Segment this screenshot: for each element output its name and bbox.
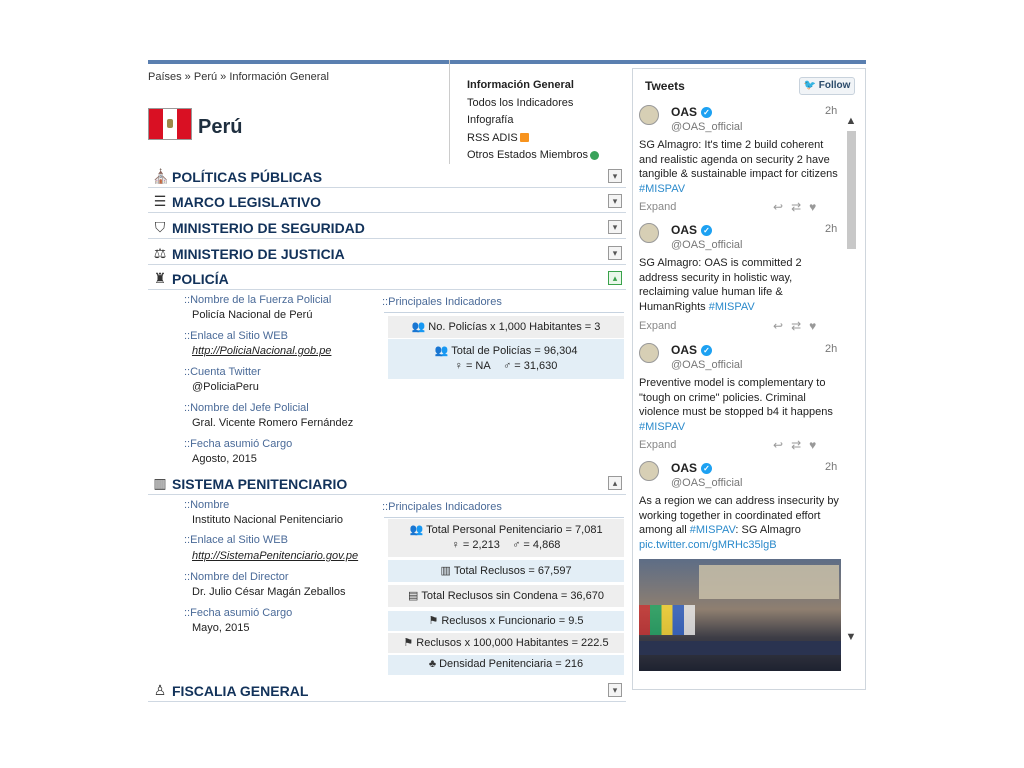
expand-toggle-icon[interactable]: ▾ — [608, 246, 622, 260]
prison-icon: ▥ — [153, 475, 167, 491]
indicator-gender-row — [388, 360, 624, 372]
tweet-time[interactable]: 2h — [825, 343, 838, 355]
field-label: ::Fecha asumió Cargo — [184, 438, 293, 450]
indicator-densidad — [388, 655, 624, 675]
section-min-seguridad[interactable] — [148, 216, 626, 239]
tweet-actions — [773, 319, 824, 333]
website-link[interactable]: http://SistemaPenitenciario.gov.pe — [192, 550, 359, 562]
tweet-handle[interactable]: @OAS_official — [671, 239, 743, 251]
section-title: MINISTERIO DE SEGURIDAD — [172, 220, 365, 236]
staff-icon: 👥 — [409, 524, 424, 536]
tweet[interactable] — [639, 461, 843, 557]
field-value: Mayo, 2015 — [192, 622, 250, 634]
tweet-handle[interactable]: @OAS_official — [671, 121, 743, 133]
tweet-time[interactable]: 2h — [825, 223, 838, 235]
indicator-text: Reclusos x Funcionario = 9.5 — [441, 615, 584, 627]
field-label: ::Cuenta Twitter — [184, 366, 261, 378]
books-icon: ☰ — [153, 193, 167, 209]
tweet[interactable] — [639, 223, 843, 339]
section-title: MINISTERIO DE JUSTICIA — [172, 246, 345, 262]
field-value: Gral. Vicente Romero Fernández — [192, 417, 354, 429]
expand-link[interactable]: Expand — [639, 320, 677, 332]
follow-label: Follow — [818, 80, 851, 91]
indicator-text: Total Personal Penitenciario = 7,081 — [426, 524, 603, 536]
tweet-actions — [773, 200, 824, 214]
indicator-row — [388, 523, 624, 536]
tweet[interactable] — [639, 105, 843, 221]
scales-icon: ⚖ — [153, 245, 167, 261]
field-value: Dr. Julio César Magán Zeballos — [192, 586, 346, 598]
female-value: = NA — [465, 360, 491, 372]
twitter-bird-icon: 🐦 — [803, 80, 819, 91]
field-value: Policía Nacional de Perú — [192, 309, 313, 321]
tweet-author — [671, 223, 712, 237]
indicator-text: Reclusos x 100,000 Habitantes = 222.5 — [416, 637, 609, 649]
prisoner-icon: ▤ — [408, 590, 419, 602]
menu-item-todos-indicadores[interactable]: Todos los Indicadores — [467, 96, 574, 109]
field-label: ::Nombre — [184, 499, 230, 511]
people-icon: ♙ — [153, 682, 167, 698]
tweet-body: SG Almagro: It's time 2 build coherent and realistic agenda on security 2 have tangible & sustainable impact for citizens — [639, 139, 838, 180]
website-link[interactable]: http://PoliciaNacional.gob.pe — [192, 345, 332, 357]
crowd-icon: ♣ — [428, 658, 437, 670]
rss-icon — [520, 133, 529, 142]
female-icon: ♀ — [454, 360, 466, 372]
indicator-reclusos — [388, 560, 624, 582]
indicator-text: Total de Policías = 96,304 — [451, 345, 578, 357]
field-label: ::Enlace al Sitio WEB — [184, 534, 288, 546]
indicator-personal — [388, 519, 624, 557]
field-value: Instituto Nacional Penitenciario — [192, 514, 344, 526]
scroll-up-icon[interactable]: ▲ — [845, 115, 857, 127]
tweet-time[interactable]: 2h — [825, 461, 838, 473]
politicas-icon: ⛪ — [152, 168, 170, 184]
guard-icon: ⚑ — [403, 637, 414, 649]
tweet-body-end: : SG Almagro — [735, 524, 801, 536]
section-title: POLICÍA — [172, 271, 229, 287]
like-icon[interactable]: ♥ — [809, 438, 825, 452]
guard-icon: ⚑ — [428, 615, 439, 627]
expand-toggle-icon[interactable]: ▾ — [608, 220, 622, 234]
menu-item-rss[interactable] — [467, 130, 597, 148]
verified-icon: ✓ — [701, 225, 712, 236]
hashtag-link[interactable]: #MISPAV — [639, 420, 686, 433]
like-icon[interactable]: ♥ — [809, 319, 825, 333]
follow-button[interactable] — [799, 77, 855, 95]
people-icon: 👥 — [411, 321, 426, 333]
tweet-handle[interactable]: @OAS_official — [671, 477, 743, 489]
field-label: ::Fecha asumió Cargo — [184, 607, 293, 619]
hashtag-link[interactable]: #MISPAV — [639, 182, 686, 195]
retweet-icon[interactable]: ⇄ — [791, 200, 810, 214]
oas-avatar — [639, 105, 659, 125]
tweet-author — [671, 461, 712, 475]
side-menu — [449, 60, 597, 164]
verified-icon: ✓ — [701, 345, 712, 356]
tweet-photo[interactable] — [639, 559, 841, 671]
indicator-row — [388, 564, 624, 577]
country-name: Perú — [198, 116, 243, 138]
expand-toggle-icon[interactable]: ▾ — [608, 169, 622, 183]
verified-icon: ✓ — [701, 463, 712, 474]
indicators-title: ::Principales Indicadores — [382, 296, 502, 308]
oas-avatar — [639, 223, 659, 243]
female-icon: ♀ — [451, 539, 463, 551]
field-value: @PoliciaPeru — [192, 381, 259, 393]
indicator-text: Total Reclusos sin Condena = 36,670 — [421, 590, 604, 602]
tweet-author — [671, 343, 712, 357]
photo-table — [639, 641, 841, 655]
tweet-text — [639, 138, 839, 196]
tweet-author-name: OAS — [671, 223, 698, 237]
section-policia[interactable] — [148, 267, 626, 290]
tweet-time[interactable]: 2h — [825, 105, 838, 117]
male-value: = 31,630 — [514, 360, 558, 372]
indicator-100000 — [388, 633, 624, 653]
divider — [384, 517, 624, 518]
collapse-toggle-icon[interactable]: ▴ — [608, 476, 622, 490]
field-label: ::Nombre del Director — [184, 571, 289, 583]
tweets-title: Tweets — [645, 79, 685, 93]
menu-item-rss-label: RSS ADIS — [467, 131, 518, 144]
collapse-toggle-icon[interactable]: ▴ — [608, 271, 622, 285]
page — [148, 60, 866, 710]
tweet-text — [639, 256, 839, 314]
expand-link[interactable]: Expand — [639, 439, 677, 451]
section-title: FISCALIA GENERAL — [172, 683, 309, 699]
oas-avatar — [639, 343, 659, 363]
field-label: ::Nombre del Jefe Policial — [184, 402, 309, 414]
section-politicas[interactable] — [148, 165, 626, 188]
indicator-text: Total Reclusos = 67,597 — [453, 565, 572, 577]
menu-item-otros-label: Otros Estados Miembros — [467, 149, 589, 161]
tweet-body: SG Almagro: OAS is committed 2 address security in holistic way, reclaiming value human life & HumanRights — [639, 257, 802, 313]
retweet-icon[interactable]: ⇄ — [791, 438, 810, 452]
hashtag-link[interactable]: #MISPAV — [689, 524, 736, 536]
indicator-row — [388, 344, 624, 357]
indicator-police-per-1000 — [388, 316, 624, 338]
people-icon: 👥 — [434, 345, 449, 357]
indicator-row — [388, 614, 624, 627]
field-label: ::Nombre de la Fuerza Policial — [184, 294, 332, 306]
breadcrumb[interactable]: Países » Perú » Información General — [148, 71, 329, 83]
tweet-actions — [773, 438, 824, 452]
tweet-author-name: OAS — [671, 343, 698, 357]
tweet-author — [671, 105, 712, 119]
section-title: MARCO LEGISLATIVO — [172, 194, 322, 210]
section-sistema-penitenciario[interactable] — [148, 472, 626, 495]
expand-link[interactable]: Expand — [639, 201, 677, 213]
tweet-author-name: OAS — [671, 105, 698, 119]
indicator-text: Densidad Penitenciaria = 216 — [439, 658, 584, 670]
tweet[interactable] — [639, 343, 843, 459]
indicator-police-total — [388, 339, 624, 379]
menu-item-otros-estados[interactable] — [467, 147, 597, 165]
tweet-body: Preventive model is complementary to "tough on crime" policies. Criminal violence must be stopped b4 it happens — [639, 377, 833, 418]
male-value: = 4,868 — [523, 539, 561, 551]
like-icon[interactable]: ♥ — [809, 200, 825, 214]
tweet-handle[interactable]: @OAS_official — [671, 359, 743, 371]
indicator-gender-row — [388, 539, 624, 551]
section-title: POLÍTICAS PÚBLICAS — [172, 169, 323, 185]
indicator-row — [388, 320, 624, 333]
section-marco[interactable] — [148, 190, 626, 213]
globe-icon — [590, 151, 599, 160]
menu-item-infografia[interactable]: Infografía — [467, 114, 514, 126]
twitter-widget — [632, 68, 866, 690]
tweets-scrollbar[interactable] — [845, 111, 857, 671]
tweet-text — [639, 494, 839, 552]
section-fiscalia[interactable] — [148, 679, 626, 702]
indicator-row — [388, 636, 624, 649]
reply-icon[interactable]: ↩ — [773, 319, 792, 333]
reply-icon[interactable]: ↩ — [773, 200, 792, 214]
photo-flags — [639, 605, 695, 635]
police-officer-icon: ♜ — [153, 270, 167, 286]
indicator-sin-condena — [388, 585, 624, 607]
field-value: Agosto, 2015 — [192, 453, 257, 465]
scroll-thumb[interactable] — [847, 131, 856, 249]
photo-banner — [699, 565, 839, 599]
divider — [384, 312, 624, 313]
indicator-row — [388, 658, 624, 670]
indicators-title: ::Principales Indicadores — [382, 501, 502, 513]
hashtag-link[interactable]: #MISPAV — [708, 300, 755, 313]
male-icon: ♂ — [502, 360, 515, 372]
scroll-down-icon[interactable]: ▼ — [845, 631, 857, 643]
expand-toggle-icon[interactable]: ▾ — [608, 194, 622, 208]
prisoners-icon: ▥ — [440, 565, 451, 577]
section-next-partial — [148, 704, 626, 710]
section-min-justicia[interactable] — [148, 242, 626, 265]
menu-item-informacion-general[interactable]: Información General — [467, 79, 574, 91]
retweet-icon[interactable]: ⇄ — [791, 319, 810, 333]
shield-icon: ⛉ — [154, 219, 166, 235]
tweet-author-name: OAS — [671, 461, 698, 475]
indicator-row — [388, 589, 624, 602]
section-title: SISTEMA PENITENCIARIO — [172, 476, 348, 492]
male-icon: ♂ — [512, 539, 524, 551]
tweet-text — [639, 376, 839, 434]
expand-toggle-icon[interactable]: ▾ — [608, 683, 622, 697]
field-label: ::Enlace al Sitio WEB — [184, 330, 288, 342]
verified-icon: ✓ — [701, 107, 712, 118]
pic-link[interactable]: pic.twitter.com/gMRHc35lgB — [639, 538, 777, 551]
female-value: = 2,213 — [462, 539, 500, 551]
peru-flag-icon — [148, 108, 192, 140]
tweet-body: As a region we can address insecurity by working together in coordinated effort among all — [639, 495, 839, 536]
reply-icon[interactable]: ↩ — [773, 438, 792, 452]
oas-avatar — [639, 461, 659, 481]
indicator-text: No. Policías x 1,000 Habitantes = 3 — [428, 321, 601, 333]
indicator-funcionario — [388, 611, 624, 631]
